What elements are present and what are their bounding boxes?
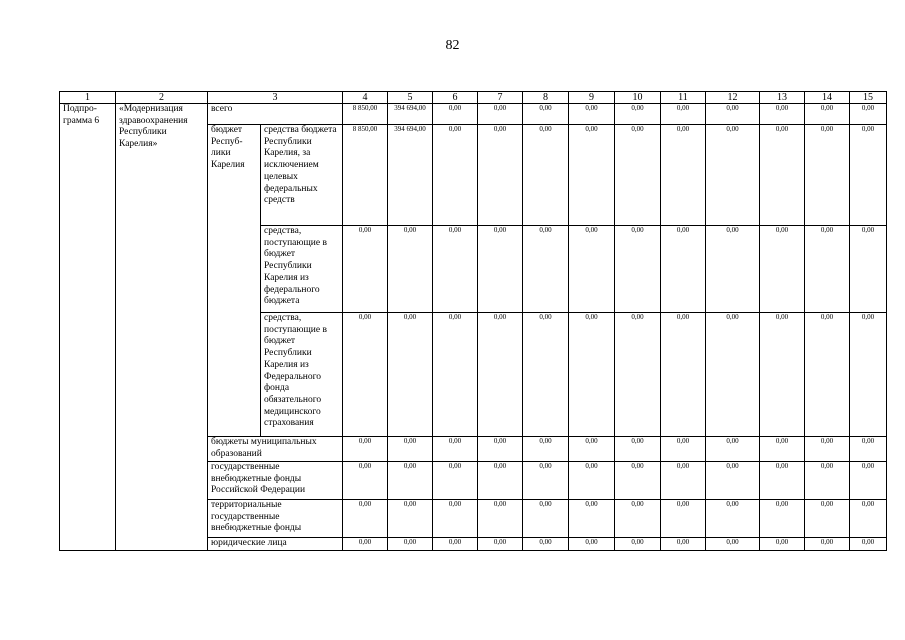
value-cell: 0,00 [478,462,523,500]
value-cell: 0,00 [805,104,850,125]
value-cell: 0,00 [433,500,478,538]
column-header: 2 [116,92,208,104]
subprogram-name: «Модернизация здравоохранения Республики Карелия» [116,104,208,551]
value-cell: 0,00 [478,538,523,551]
value-cell: 0,00 [805,538,850,551]
value-cell: 0,00 [523,437,569,462]
value-cell: 0,00 [478,226,523,313]
table-row [60,104,887,125]
value-cell: 0,00 [433,226,478,313]
value-cell: 0,00 [569,462,615,500]
row-label: средства бюджета Республики Карелия, за исключением целевых федеральных средств [261,125,343,226]
value-cell: 0,00 [343,500,388,538]
value-cell: 0,00 [523,104,569,125]
value-cell: 394 694,00 [388,104,433,125]
value-cell: 0,00 [343,462,388,500]
value-cell: 0,00 [805,125,850,226]
value-cell: 0,00 [615,313,661,437]
value-cell: 0,00 [706,226,760,313]
value-cell: 0,00 [569,226,615,313]
value-cell: 0,00 [523,226,569,313]
row-label: средства, поступающие в бюджет Республики Карелия из Федерального фонда обязательного медицинского страхования [261,313,343,437]
column-header: 14 [805,92,850,104]
page-number: 82 [445,38,460,53]
value-cell: 0,00 [433,104,478,125]
value-cell: 0,00 [569,313,615,437]
value-cell: 0,00 [661,125,706,226]
value-cell: 0,00 [478,500,523,538]
row-label: бюджеты муниципальных образований [208,437,343,462]
value-cell: 0,00 [760,125,805,226]
value-cell: 0,00 [569,104,615,125]
column-header: 11 [661,92,706,104]
value-cell: 0,00 [760,226,805,313]
value-cell: 0,00 [478,104,523,125]
value-cell: 0,00 [478,125,523,226]
value-cell: 0,00 [615,500,661,538]
value-cell: 0,00 [661,500,706,538]
value-cell: 0,00 [850,538,887,551]
value-cell: 0,00 [343,437,388,462]
value-cell: 0,00 [388,437,433,462]
value-cell: 8 850,00 [343,125,388,226]
value-cell: 0,00 [661,437,706,462]
column-header: 8 [523,92,569,104]
value-cell: 0,00 [706,538,760,551]
value-cell: 0,00 [760,313,805,437]
value-cell: 0,00 [706,437,760,462]
value-cell: 0,00 [523,125,569,226]
value-cell: 0,00 [615,437,661,462]
value-cell: 0,00 [760,538,805,551]
value-cell: 0,00 [805,313,850,437]
value-cell: 0,00 [433,437,478,462]
column-header: 12 [706,92,760,104]
value-cell: 0,00 [343,538,388,551]
value-cell: 0,00 [706,462,760,500]
column-header: 1 [60,92,116,104]
value-cell: 0,00 [569,538,615,551]
row-label: территориальные государственные внебюджетные фонды [208,500,343,538]
value-cell: 0,00 [388,462,433,500]
value-cell: 0,00 [615,538,661,551]
value-cell: 0,00 [615,462,661,500]
value-cell: 0,00 [569,125,615,226]
value-cell: 0,00 [523,462,569,500]
value-cell: 0,00 [433,462,478,500]
value-cell: 0,00 [388,538,433,551]
value-cell: 0,00 [805,500,850,538]
budget-table [59,91,887,551]
row-label: всего [208,104,343,125]
column-header: 13 [760,92,805,104]
value-cell: 0,00 [523,538,569,551]
value-cell: 0,00 [850,104,887,125]
value-cell: 0,00 [343,313,388,437]
value-cell: 0,00 [433,313,478,437]
row-label: государственные внебюджетные фонды Российской Федерации [208,462,343,500]
value-cell: 0,00 [805,462,850,500]
value-cell: 0,00 [706,104,760,125]
value-cell: 0,00 [433,538,478,551]
value-cell: 0,00 [615,125,661,226]
value-cell: 0,00 [706,125,760,226]
column-header: 4 [343,92,388,104]
value-cell: 0,00 [805,437,850,462]
column-header: 6 [433,92,478,104]
value-cell: 8 850,00 [343,104,388,125]
value-cell: 0,00 [850,462,887,500]
value-cell: 0,00 [760,437,805,462]
value-cell: 0,00 [850,437,887,462]
value-cell: 0,00 [523,313,569,437]
value-cell: 0,00 [569,500,615,538]
value-cell: 394 694,00 [388,125,433,226]
column-header: 9 [569,92,615,104]
row-label: средства, поступающие в бюджет Республики Карелия из федерального бюджета [261,226,343,313]
column-header: 5 [388,92,433,104]
value-cell: 0,00 [388,226,433,313]
value-cell: 0,00 [760,500,805,538]
column-header: 7 [478,92,523,104]
value-cell: 0,00 [661,313,706,437]
subprogram-label: Подпро-грамма 6 [60,104,116,551]
row-label: юридические лица [208,538,343,551]
value-cell: 0,00 [706,313,760,437]
table-header-row [60,92,887,104]
value-cell: 0,00 [805,226,850,313]
value-cell: 0,00 [615,104,661,125]
value-cell: 0,00 [760,104,805,125]
value-cell: 0,00 [661,462,706,500]
value-cell: 0,00 [661,226,706,313]
value-cell: 0,00 [661,538,706,551]
value-cell: 0,00 [706,500,760,538]
value-cell: 0,00 [523,500,569,538]
column-header: 15 [850,92,887,104]
value-cell: 0,00 [850,500,887,538]
value-cell: 0,00 [478,313,523,437]
budget-rk-label: бюджет Респуб-лики Карелия [208,125,261,437]
value-cell: 0,00 [850,313,887,437]
column-header: 3 [208,92,343,104]
value-cell: 0,00 [760,462,805,500]
value-cell: 0,00 [661,104,706,125]
value-cell: 0,00 [388,500,433,538]
value-cell: 0,00 [343,226,388,313]
value-cell: 0,00 [388,313,433,437]
value-cell: 0,00 [433,125,478,226]
value-cell: 0,00 [478,437,523,462]
value-cell: 0,00 [850,226,887,313]
value-cell: 0,00 [615,226,661,313]
column-header: 10 [615,92,661,104]
value-cell: 0,00 [569,437,615,462]
value-cell: 0,00 [850,125,887,226]
